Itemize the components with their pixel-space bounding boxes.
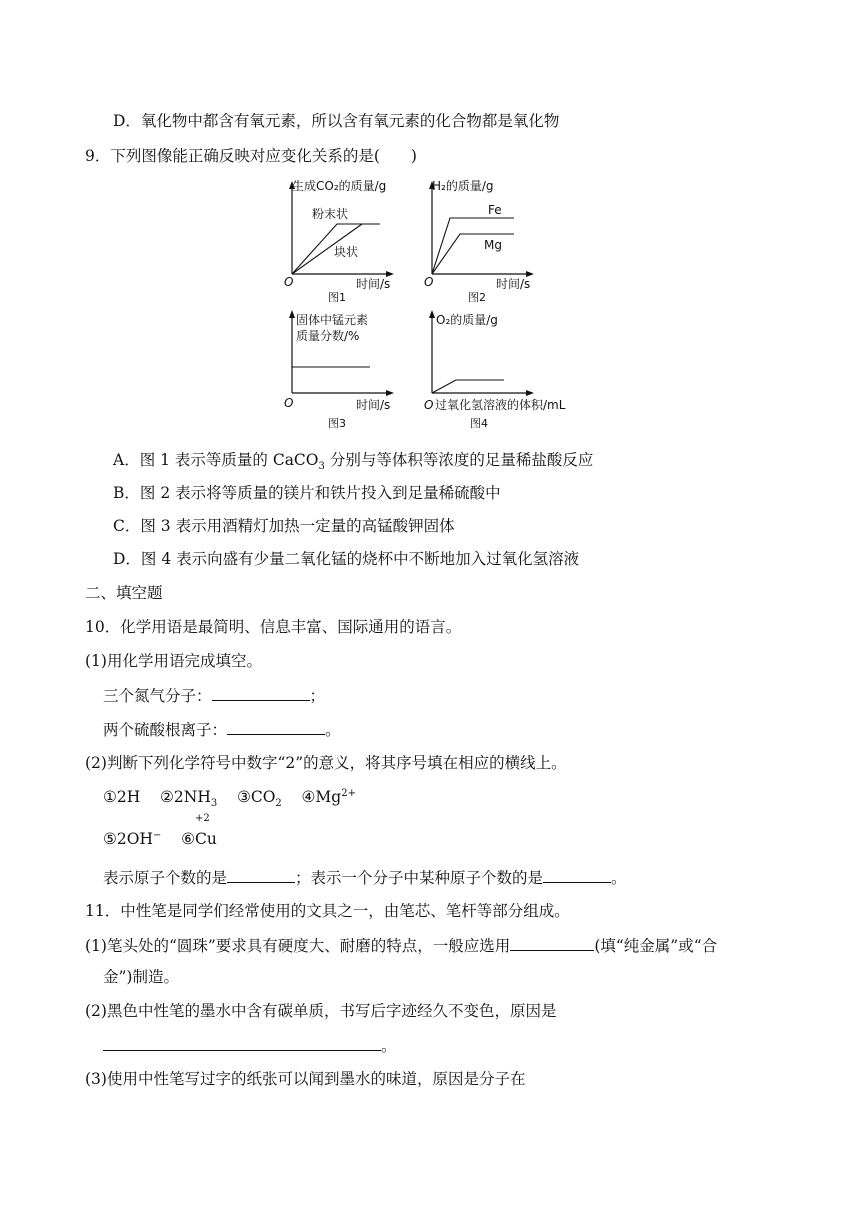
fig1-label-powder: 粉末状 bbox=[312, 207, 349, 221]
fig2-origin: O bbox=[424, 275, 434, 289]
q10-part2: (2)判断下列化学符号中数字“2”的意义，将其序号填在相应的横线上。 bbox=[85, 754, 567, 772]
fig2-ylabel: H₂的质量/g bbox=[432, 179, 494, 193]
q10-part1-b: 两个硫酸根离子： 。 bbox=[103, 718, 341, 741]
fig2-xlabel: 时间/s bbox=[496, 277, 531, 291]
fig1-ylabel: 生成CO₂的质量/g bbox=[292, 179, 387, 193]
answer-blank[interactable] bbox=[543, 866, 611, 883]
fig3-ylabel-2: 质量分数/% bbox=[296, 329, 360, 343]
answer-blank[interactable] bbox=[510, 934, 594, 951]
fig4-caption: 图4 bbox=[470, 417, 488, 430]
fig2-label-mg: Mg bbox=[484, 238, 502, 252]
q9-stem: 9．下列图像能正确反映对应变化关系的是( ) bbox=[85, 147, 417, 165]
q9-option-c: C．图 3 表示用酒精灯加热一定量的高锰酸钾固体 bbox=[113, 517, 455, 535]
curve-o2 bbox=[432, 380, 504, 393]
fig1-caption: 图1 bbox=[328, 291, 346, 304]
fig3-origin: O bbox=[284, 396, 294, 410]
answer-blank[interactable] bbox=[103, 1034, 381, 1051]
q11-stem: 11．中性笔是同学们经常使用的文具之一，由笔芯、笔杆等部分组成。 bbox=[85, 902, 570, 920]
q10-symbols-row2: ⑤2OH− ⑥ +2 Cu bbox=[103, 813, 217, 848]
fig4-xlabel: 过氧化氢溶液的体积/mL bbox=[435, 398, 566, 412]
q10-symbols-row1: ①2H $②2NH_3$ $③CO_2$ $④Mg^{2+}$ bbox=[103, 787, 356, 810]
q11-part2-answer: 。 bbox=[103, 1034, 397, 1057]
q9-option-a: A．图 1 表示等质量的 CaCO$_3$ 分别与等体积等浓度的足量稀盐酸反应 bbox=[113, 451, 594, 473]
q10-part1: (1)用化学用语完成填空。 bbox=[85, 652, 262, 670]
q10-part1-a: 三个氮气分子： ； bbox=[103, 684, 325, 707]
fig2-label-fe: Fe bbox=[488, 203, 502, 217]
q11-part2: (2)黑色中性笔的墨水中含有碳单质，书写后字迹经久不变色，原因是 bbox=[85, 1002, 557, 1020]
q9-option-b: B．图 2 表示将等质量的镁片和铁片投入到足量稀硫酸中 bbox=[113, 484, 501, 502]
section-heading: 二、填空题 bbox=[85, 584, 163, 602]
fig4-ylabel: O₂的质量/g bbox=[436, 313, 498, 327]
fig4-origin: O bbox=[424, 398, 434, 412]
q11-part1-cont: 金”)制造。 bbox=[103, 968, 179, 986]
figure-4 bbox=[422, 308, 592, 433]
fig1-label-lump: 块状 bbox=[334, 245, 359, 259]
q11-part1: (1)笔头处的“圆珠”要求具有硬度大、耐磨的特点，一般应选用 (填“纯金属”或“合 bbox=[85, 934, 717, 957]
answer-blank[interactable] bbox=[212, 684, 310, 701]
fig1-origin: O bbox=[284, 275, 294, 289]
answer-blank[interactable] bbox=[227, 718, 325, 735]
q9-option-d: D．图 4 表示向盛有少量二氧化锰的烧杯中不断地加入过氧化氢溶液 bbox=[113, 550, 580, 568]
q10-stem: 10．化学用语是最简明、信息丰富、国际通用的语言。 bbox=[85, 618, 462, 636]
fig1-xlabel: 时间/s bbox=[356, 277, 391, 291]
q10-answer-line: 表示原子个数的是 ；表示一个分子中某种原子个数的是 。 bbox=[103, 866, 627, 889]
figure-1 bbox=[282, 176, 422, 306]
fig3-ylabel-1: 固体中锰元素 bbox=[296, 313, 369, 327]
fig3-xlabel: 时间/s bbox=[356, 398, 391, 412]
valence-label: +2 bbox=[195, 813, 210, 824]
fig2-caption: 图2 bbox=[468, 291, 486, 304]
figure-2 bbox=[422, 176, 562, 306]
figure-3 bbox=[282, 308, 422, 433]
answer-blank[interactable] bbox=[227, 866, 295, 883]
q8-option-d: D．氧化物中都含有氧元素，所以含有氧元素的化合物都是氧化物 bbox=[113, 112, 560, 130]
q11-part3: (3)使用中性笔写过字的纸张可以闻到墨水的味道，原因是分子在 bbox=[85, 1070, 526, 1088]
fig3-caption: 图3 bbox=[328, 417, 346, 430]
